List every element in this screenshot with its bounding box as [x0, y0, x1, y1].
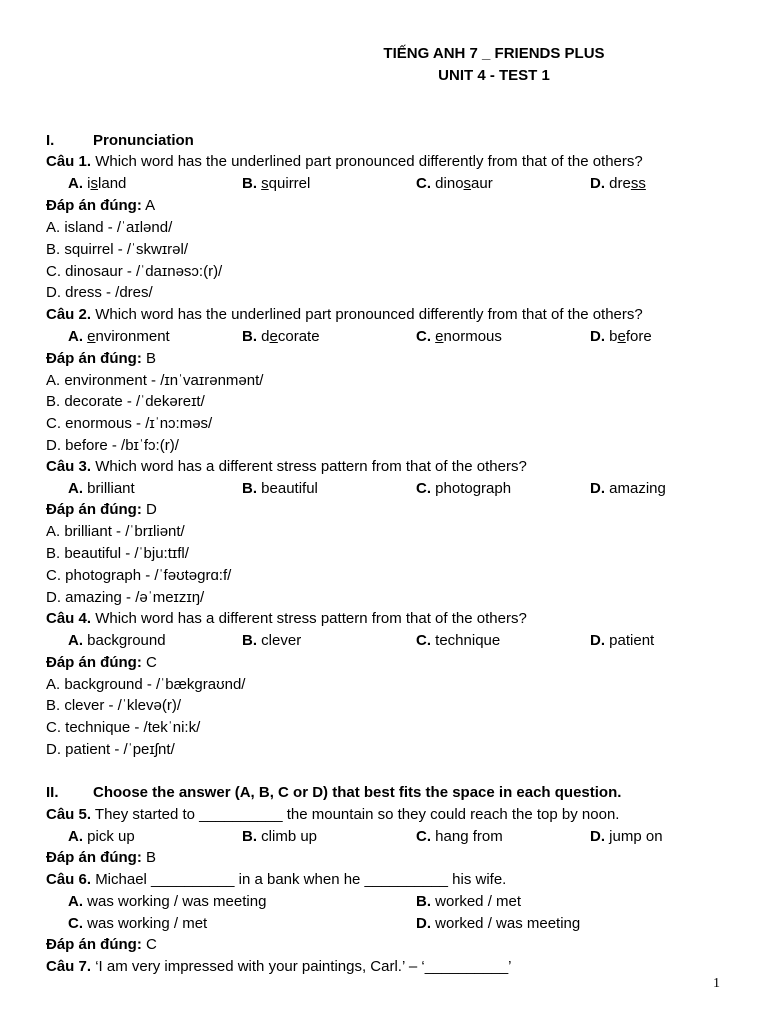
section-2-heading	[46, 783, 622, 803]
explanation-line: B. decorate - /ˈdekəreɪt/	[46, 393, 205, 410]
explanation-line: D. before - /bɪˈfɔ:(r)/	[46, 437, 179, 454]
explanation-line: D. patient - /ˈpeɪʃnt/	[46, 741, 175, 758]
option-a: A. island	[68, 175, 127, 192]
option-d: D. dress	[590, 175, 646, 192]
question-label: Câu 2.	[46, 306, 92, 323]
question-label: Câu 3.	[46, 458, 92, 475]
explanation-line: C. technique - /tekˈni:k/	[46, 719, 201, 736]
explanation-line: D. amazing - /əˈmeɪzɪŋ/	[46, 589, 205, 606]
option-b: B. beautiful	[242, 480, 318, 497]
answer-value: D	[146, 501, 157, 518]
answer-line: Đáp án đúng: C	[46, 936, 157, 953]
question-label: Câu 6.	[46, 871, 92, 888]
explanation-line: B. clever - /ˈklevə(r)/	[46, 697, 182, 714]
question-text: Which word has the underlined part pronounced differently from that of the others?	[95, 306, 643, 323]
option-b: B. worked / met	[416, 893, 522, 910]
section-1-heading	[46, 131, 194, 151]
question-label: Câu 5.	[46, 806, 92, 823]
question-1	[46, 152, 643, 172]
option-d: D. amazing	[590, 480, 666, 497]
option-d: D. patient	[590, 632, 655, 649]
question-text: Which word has a different stress pattern from that of the others?	[95, 610, 527, 627]
option-c: C. hang from	[416, 828, 503, 845]
answer-line: Đáp án đúng: B	[46, 849, 157, 866]
explanation-line: A. background - /ˈbækgraʊnd/	[46, 676, 246, 693]
question-label: Câu 1.	[46, 153, 92, 170]
option-c: C. photograph	[416, 480, 512, 497]
option-c: C. was working / met	[68, 915, 208, 932]
option-a: A. environment	[68, 328, 170, 345]
option-d: D. before	[590, 328, 652, 345]
question-7	[46, 957, 512, 977]
question-label: Câu 7.	[46, 958, 92, 975]
explanation-line: C. enormous - /ɪˈnɔ:məs/	[46, 415, 213, 432]
option-d: D. jump on	[590, 828, 663, 845]
answer-value: A	[145, 197, 156, 214]
document-subtitle: UNIT 4 - TEST 1	[438, 67, 550, 84]
question-label: Câu 4.	[46, 610, 92, 627]
question-2	[46, 305, 643, 325]
option-c: C. technique	[416, 632, 501, 649]
option-a: A. background	[68, 632, 166, 649]
answer-line: Đáp án đúng: A	[46, 197, 156, 214]
question-3	[46, 457, 527, 477]
explanation-line: D. dress - /dres/	[46, 284, 153, 301]
explanation-line: A. island - /ˈaɪlənd/	[46, 219, 173, 236]
section-2-title: Choose the answer (A, B, C or D) that best fits the space in each question.	[93, 784, 622, 801]
answer-value: B	[146, 849, 157, 866]
option-b: B. climb up	[242, 828, 318, 845]
answer-value: B	[146, 350, 157, 367]
page-number: 1	[713, 976, 720, 991]
explanation-line: A. environment - /ɪnˈvaɪrənmənt/	[46, 372, 264, 389]
question-text: Which word has the underlined part pronounced differently from that of the others?	[95, 153, 643, 170]
explanation-line: C. photograph - /ˈfəʊtəgrɑ:f/	[46, 567, 232, 584]
question-text: Which word has a different stress pattern from that of the others?	[95, 458, 527, 475]
explanation-line: C. dinosaur - /ˈdaɪnəsɔ:(r)/	[46, 263, 223, 280]
option-c: C. enormous	[416, 328, 502, 345]
option-b: B. decorate	[242, 328, 320, 345]
explanation-line: B. beautiful - /ˈbju:tɪfl/	[46, 545, 189, 562]
section-2-number: II.	[46, 784, 59, 801]
option-a: A. pick up	[68, 828, 135, 845]
answer-line: Đáp án đúng: C	[46, 654, 157, 671]
answer-line: Đáp án đúng: B	[46, 350, 157, 367]
explanation-line: A. brilliant - /ˈbrɪliənt/	[46, 523, 185, 540]
question-6	[46, 870, 506, 890]
option-b: B. squirrel	[242, 175, 311, 192]
option-a: A. was working / was meeting	[68, 893, 267, 910]
question-4	[46, 609, 527, 629]
answer-value: C	[146, 654, 157, 671]
answer-value: C	[146, 936, 157, 953]
question-5	[46, 805, 619, 825]
option-c: C. dinosaur	[416, 175, 493, 192]
section-1-title: Pronunciation	[93, 132, 194, 149]
option-d: D. worked / was meeting	[416, 915, 581, 932]
question-text: They started to __________ the mountain so they could reach the top by noon.	[94, 806, 620, 823]
section-1-number: I.	[46, 132, 55, 149]
question-text: ‘I am very impressed with your paintings, Carl.’ – ‘__________’	[95, 958, 512, 975]
answer-line: Đáp án đúng: D	[46, 501, 157, 518]
option-a: A. brilliant	[68, 480, 135, 497]
explanation-line: B. squirrel - /ˈskwɪrəl/	[46, 241, 189, 258]
option-b: B. clever	[242, 632, 302, 649]
question-text: Michael __________ in a bank when he __________ his wife.	[95, 871, 507, 888]
document-title: TIẾNG ANH 7 _ FRIENDS PLUS	[383, 45, 605, 62]
